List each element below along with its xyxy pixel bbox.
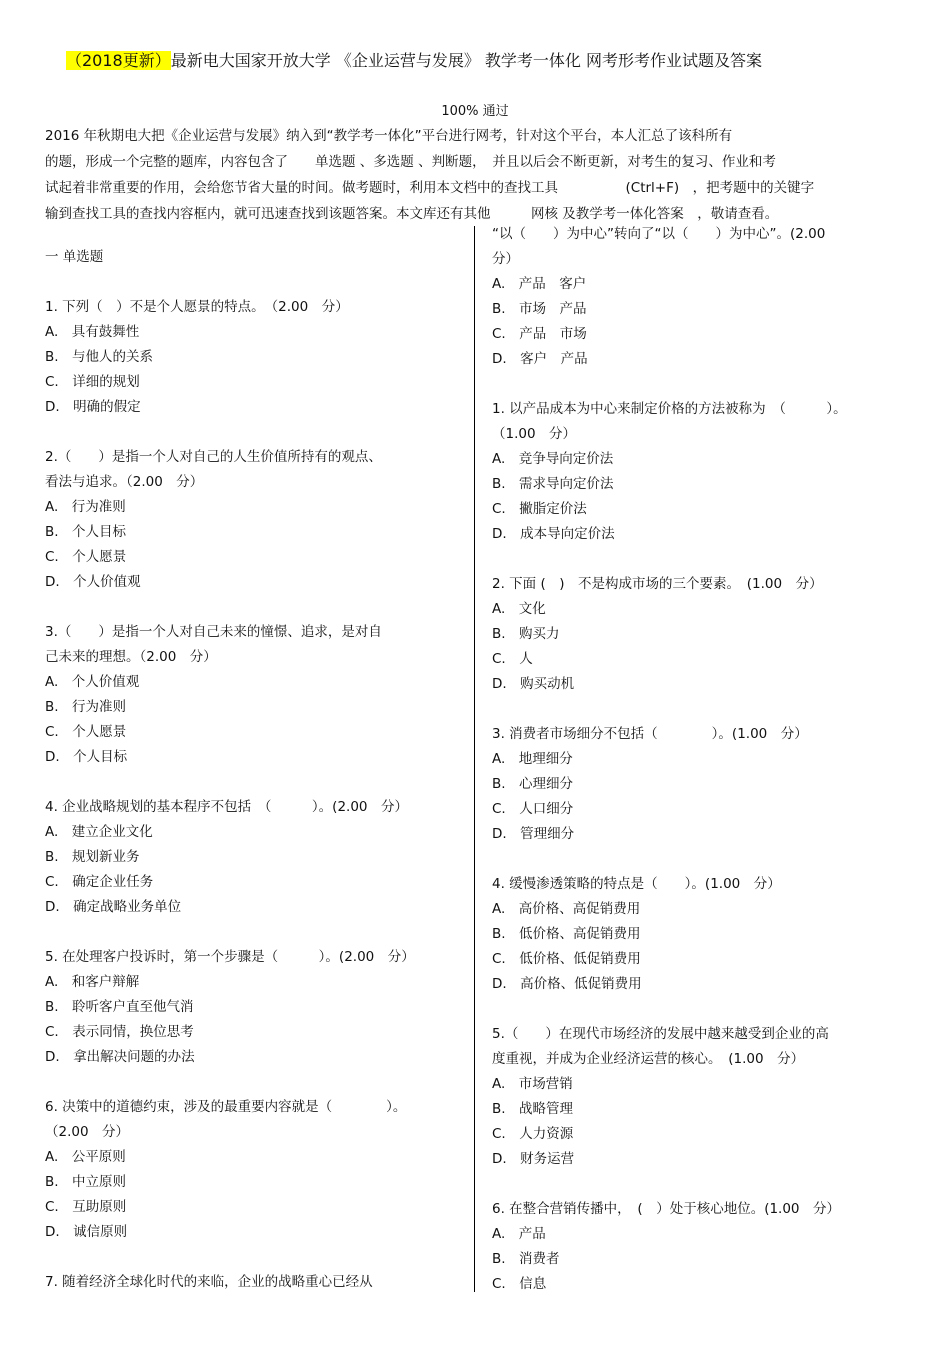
question-line: B. 战略管理 <box>492 1101 574 1117</box>
question-line: A. 和客户辩解 <box>45 974 140 990</box>
question-line: B. 与他人的关系 <box>45 349 154 365</box>
question-line: A. 建立企业文化 <box>45 824 153 840</box>
question-line: A. 文化 <box>492 601 546 617</box>
spacer <box>492 847 912 872</box>
question-line: A. 高价格、高促销费用 <box>492 901 641 917</box>
question-line: C. 低价格、低促销费用 <box>492 951 641 967</box>
question-line: B. 低价格、高促销费用 <box>492 926 641 942</box>
question-line: C. 人 <box>492 651 533 667</box>
question-line: 5.（ ）在现代市场经济的发展中越来越受到企业的高 <box>492 1026 829 1042</box>
question-line: D. 明确的假定 <box>45 399 141 415</box>
question-line: D. 个人价值观 <box>45 574 141 590</box>
spacer <box>45 770 465 795</box>
question-line: 度重视，并成为企业经济运营的核心。 (1.00 分） <box>492 1051 805 1067</box>
question-line: C. 个人愿景 <box>45 549 127 565</box>
question-line: 2. 下面 ( ) 不是构成市场的三个要素。 (1.00 分） <box>492 576 823 592</box>
question-line: A. 具有鼓舞性 <box>45 324 140 340</box>
question-line: B. 规划新业务 <box>45 849 140 865</box>
question-line: 2.（ ）是指一个人对自己的人生价值所持有的观点、 <box>45 449 382 465</box>
question-line: B. 需求导向定价法 <box>492 476 614 492</box>
question-line: B. 购买力 <box>492 626 560 642</box>
question-line: B. 行为准则 <box>45 699 127 715</box>
question-line: “以（ ）为中心”转向了“以（ ）为中心”。(2.00 <box>492 226 826 242</box>
spacer <box>45 270 465 295</box>
question-line: A. 产品 <box>492 1226 546 1242</box>
question-line: 1. 以产品成本为中心来制定价格的方法被称为 （ ）。 <box>492 401 847 417</box>
intro-line: 输到查找工具的查找内容框内，就可迅速查找到该题答案。本文库还有其他 网核 及教学考一体化答案 ，敬请查看。 <box>45 206 779 222</box>
pass-rate: 100% 通过 <box>441 104 509 119</box>
title-text: 最新电大国家开放大学 《企业运营与发展》 教学考一体化 网考形考作业试题及答案 <box>170 51 762 70</box>
question-line: C. 撇脂定价法 <box>492 501 587 517</box>
question-line: C. 产品 市场 <box>492 326 587 342</box>
question-line: D. 个人目标 <box>45 749 128 765</box>
question-line: A. 产品 客户 <box>492 276 587 292</box>
question-line: A. 公平原则 <box>45 1149 126 1165</box>
spacer <box>45 1245 465 1270</box>
question-line: D. 管理细分 <box>492 826 575 842</box>
spacer <box>45 595 465 620</box>
question-line: C. 互助原则 <box>45 1199 127 1215</box>
question-line: C. 详细的规划 <box>45 374 140 390</box>
question-line: 4. 企业战略规划的基本程序不包括 （ ）。(2.00 分） <box>45 799 408 815</box>
question-line: C. 表示同情，换位思考 <box>45 1024 194 1040</box>
spacer <box>45 920 465 945</box>
question-line: B. 市场 产品 <box>492 301 587 317</box>
question-line: C. 个人愿景 <box>45 724 127 740</box>
spacer <box>492 697 912 722</box>
question-line: A. 行为准则 <box>45 499 126 515</box>
spacer <box>45 1070 465 1095</box>
question-line: B. 心理细分 <box>492 776 574 792</box>
question-line: 5. 在处理客户投诉时，第一个步骤是（ ）。(2.00 分） <box>45 949 415 965</box>
question-line: B. 个人目标 <box>45 524 127 540</box>
question-line: D. 确定战略业务单位 <box>45 899 182 915</box>
spacer <box>492 1172 912 1197</box>
question-line: D. 客户 产品 <box>492 351 588 367</box>
question-line: A. 地理细分 <box>492 751 573 767</box>
question-line: 己未来的理想。（2.00 分） <box>45 649 217 665</box>
question-line: C. 人口细分 <box>492 801 574 817</box>
question-line: B. 聆听客户直至他气消 <box>45 999 194 1015</box>
intro-line: 的题，形成一个完整的题库，内容包含了 单选题 、多选题 、判断题， 并且以后会不断更新，对考生的复习、作业和考 <box>45 154 776 170</box>
question-line: D. 财务运营 <box>492 1151 575 1167</box>
right-column <box>492 222 912 1297</box>
intro-line: 2016 年秋期电大把《企业运营与发展》纳入到“教学考一体化”平台进行网考，针对这个平台，本人汇总了该科所有 <box>45 128 733 144</box>
title-highlight: （2018更新） <box>66 51 171 70</box>
left-column <box>45 245 465 1295</box>
question-line: D. 成本导向定价法 <box>492 526 615 542</box>
spacer <box>492 372 912 397</box>
question-line: D. 诚信原则 <box>45 1224 128 1240</box>
question-line: 4. 缓慢渗透策略的特点是（ ）。(1.00 分） <box>492 876 781 892</box>
question-line: C. 信息 <box>492 1276 547 1292</box>
question-line: C. 确定企业任务 <box>45 874 154 890</box>
question-line: D. 高价格、低促销费用 <box>492 976 642 992</box>
question-line: 3. 消费者市场细分不包括（ ）。(1.00 分） <box>492 726 808 742</box>
question-line: 6. 在整合营销传播中， ( ）处于核心地位。(1.00 分） <box>492 1201 841 1217</box>
intro-line: 试起着非常重要的作用，会给您节省大量的时间。做考题时，利用本文档中的查找工具 (Ctrl+F) ，把考题中的关键字 <box>45 180 815 196</box>
question-line: D. 购买动机 <box>492 676 575 692</box>
document-title <box>66 48 762 71</box>
question-line: （1.00 分） <box>492 426 577 442</box>
question-line: 看法与追求。（2.00 分） <box>45 474 204 490</box>
question-line: 7. 随着经济全球化时代的来临，企业的战略重心已经从 <box>45 1274 373 1290</box>
question-line: 一 单选题 <box>45 249 104 265</box>
column-divider <box>474 226 475 1292</box>
question-line: B. 消费者 <box>492 1251 560 1267</box>
question-line: 1. 下列（ ）不是个人愿景的特点。 （2.00 分） <box>45 299 349 315</box>
question-line: D. 拿出解决问题的办法 <box>45 1049 195 1065</box>
question-line: A. 竞争导向定价法 <box>492 451 614 467</box>
question-line: C. 人力资源 <box>492 1126 574 1142</box>
question-line: A. 市场营销 <box>492 1076 573 1092</box>
question-line: 6. 决策中的道德约束，涉及的最重要内容就是（ ）。 <box>45 1099 407 1115</box>
question-line: （2.00 分） <box>45 1124 130 1140</box>
question-line: B. 中立原则 <box>45 1174 127 1190</box>
question-line: 3.（ ）是指一个人对自己未来的憧憬、追求，是对自 <box>45 624 382 640</box>
spacer <box>492 997 912 1022</box>
question-line: A. 个人价值观 <box>45 674 140 690</box>
spacer <box>45 420 465 445</box>
question-line: 分） <box>492 251 519 267</box>
spacer <box>492 547 912 572</box>
intro-paragraph <box>45 123 915 227</box>
